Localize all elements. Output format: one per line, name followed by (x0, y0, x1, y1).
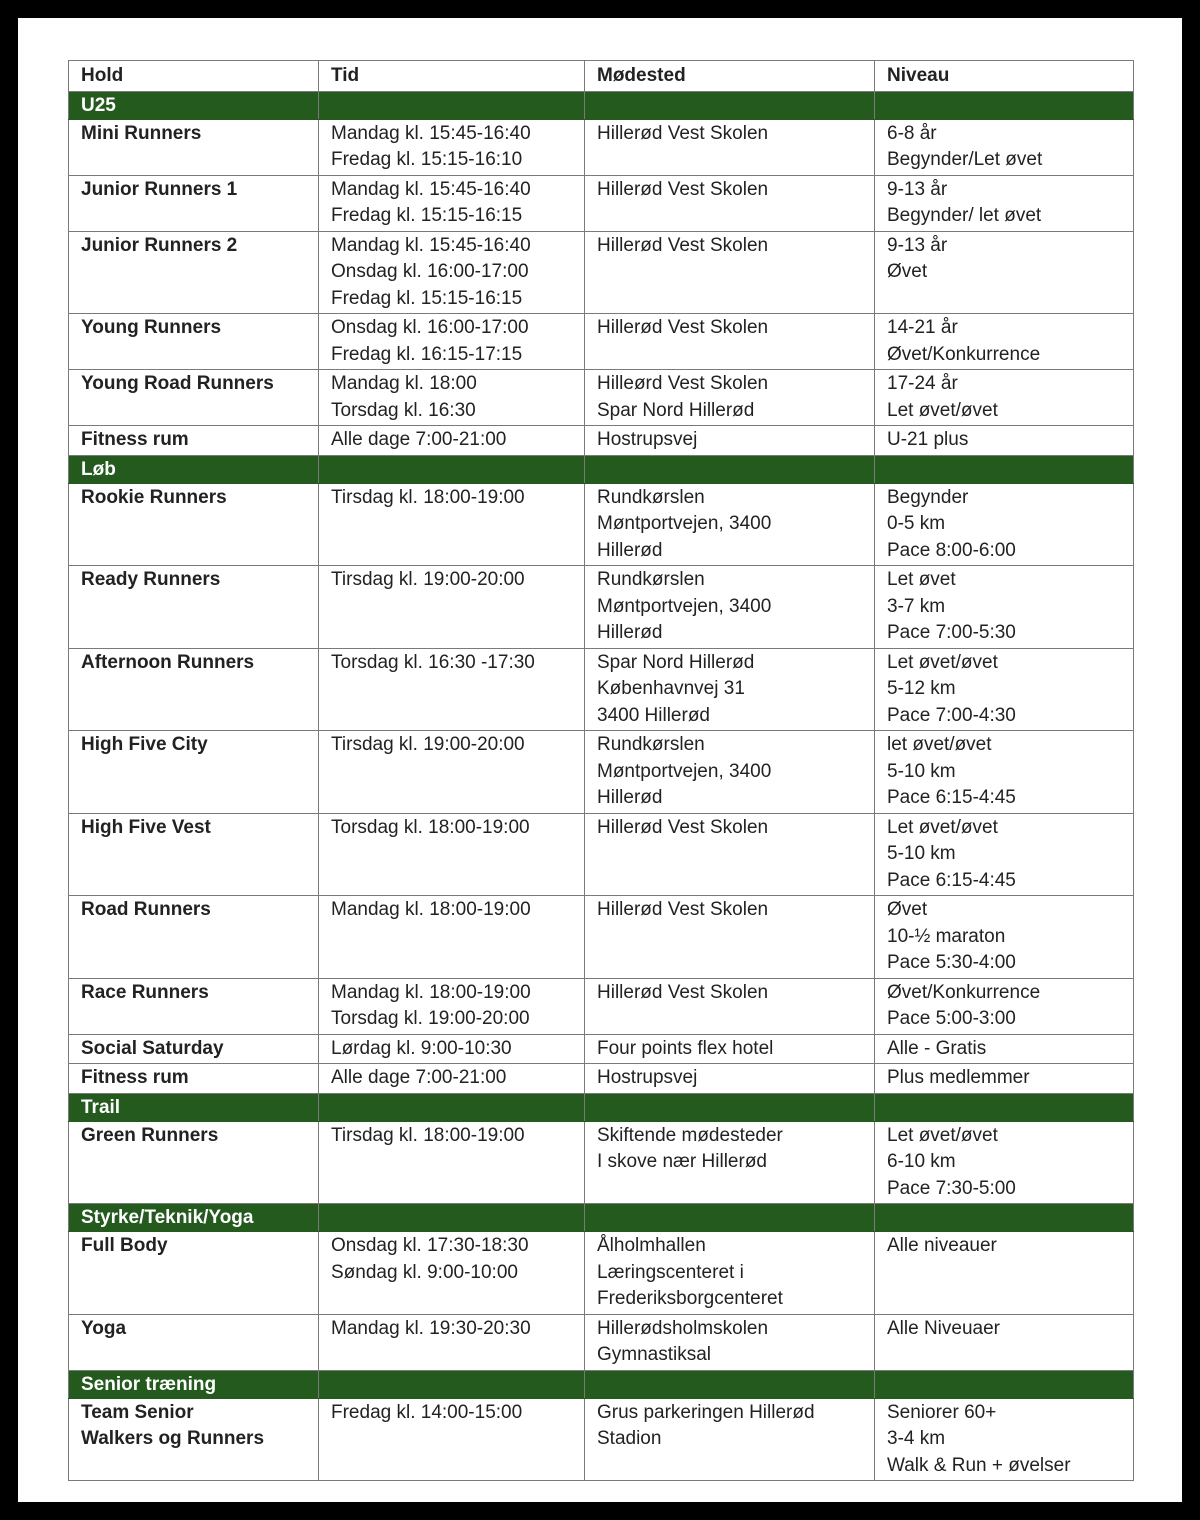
hold-line: Afternoon Runners (81, 651, 255, 673)
tid-line: Fredag kl. 15:15-16:15 (331, 205, 523, 226)
modested-cell (585, 813, 875, 896)
modested-line: Møntportvejen, 3400 (597, 760, 772, 782)
niveau-line: Pace 7:00-4:30 (887, 704, 1016, 726)
modested-line: Hillerød (597, 539, 663, 561)
niveau-line: 9-13 år (887, 234, 948, 256)
hold-cell (69, 175, 319, 231)
section-fill-cell (319, 455, 585, 483)
modested-line: Frederiksborgcenteret (597, 1288, 783, 1309)
tid-cell (319, 1034, 585, 1064)
niveau-line: 6-10 km (887, 1151, 956, 1172)
section-fill-cell (875, 1093, 1134, 1121)
tid-line: Tirsdag kl. 19:00-20:00 (331, 569, 525, 590)
modested-cell (585, 370, 875, 426)
tid-line: Torsdag kl. 19:00-20:00 (331, 1008, 530, 1029)
section-header-row (69, 1204, 1134, 1232)
niveau-line: 5-10 km (887, 760, 956, 782)
modested-line: Gymnastiksal (597, 1344, 712, 1365)
niveau-line: 5-12 km (887, 678, 956, 699)
niveau-cell (875, 119, 1134, 175)
section-fill-cell (585, 455, 875, 483)
hold-cell (69, 648, 319, 731)
tid-line: Mandag kl. 19:30-20:30 (331, 1317, 531, 1339)
niveau-cell (875, 370, 1134, 426)
modested-cell (585, 1121, 875, 1204)
modested-line: Hillerød Vest Skolen (597, 122, 769, 144)
table-row (69, 1064, 1134, 1094)
tid-line: Mandag kl. 15:45-16:40 (331, 122, 531, 144)
hold-cell (69, 1232, 319, 1315)
modested-line: Rundkørslen (597, 569, 705, 590)
schedule-body (69, 91, 1134, 1481)
niveau-line: Pace 6:15-4:45 (887, 787, 1016, 808)
hold-cell (69, 731, 319, 814)
section-title: U25 (69, 91, 319, 119)
hold-line: Walkers og Runners (81, 1428, 265, 1449)
table-row (69, 813, 1134, 896)
section-header-row (69, 91, 1134, 119)
tid-line: Mandag kl. 15:45-16:40 (331, 234, 531, 256)
tid-cell (319, 370, 585, 426)
niveau-cell (875, 731, 1134, 814)
tid-cell (319, 1398, 585, 1481)
hold-line: High Five Vest (81, 816, 211, 838)
hold-line: Green Runners (81, 1124, 219, 1146)
hold-line: Road Runners (81, 899, 211, 920)
table-row (69, 731, 1134, 814)
hold-cell (69, 896, 319, 979)
modested-cell (585, 731, 875, 814)
tid-line: Mandag kl. 18:00-19:00 (331, 981, 531, 1003)
hold-cell (69, 1034, 319, 1064)
modested-line: Spar Nord Hillerød (597, 651, 755, 673)
section-title: Løb (69, 455, 319, 483)
modested-line: Spar Nord Hillerød (597, 399, 755, 421)
hold-cell (69, 1064, 319, 1094)
modested-line: Hostrupsvej (597, 429, 698, 450)
modested-line: Hillerødsholmskolen (597, 1317, 769, 1339)
tid-line: Alle dage 7:00-21:00 (331, 429, 507, 450)
schedule-table (68, 60, 1134, 1481)
table-row (69, 483, 1134, 566)
hold-cell (69, 978, 319, 1034)
modested-line: Hilleørd Vest Skolen (597, 373, 769, 394)
niveau-cell (875, 1314, 1134, 1370)
section-fill-cell (319, 1370, 585, 1398)
table-row (69, 1398, 1134, 1481)
hold-cell (69, 119, 319, 175)
niveau-line: 3-7 km (887, 595, 946, 617)
table-row (69, 1034, 1134, 1064)
modested-cell (585, 175, 875, 231)
header-modested: Mødested (585, 61, 875, 92)
tid-cell (319, 1314, 585, 1370)
niveau-cell (875, 1232, 1134, 1315)
tid-cell (319, 978, 585, 1034)
modested-line: Hillerød Vest Skolen (597, 178, 769, 200)
section-title: Trail (69, 1093, 319, 1121)
modested-cell (585, 314, 875, 370)
hold-cell (69, 566, 319, 649)
modested-line: Skiftende mødesteder (597, 1124, 783, 1146)
tid-line: Mandag kl. 18:00 (331, 373, 477, 394)
section-fill-cell (319, 91, 585, 119)
tid-line: Fredag kl. 15:15-16:15 (331, 287, 523, 309)
niveau-line: Pace 8:00-6:00 (887, 539, 1016, 561)
hold-line: Full Body (81, 1235, 168, 1256)
section-fill-cell (875, 455, 1134, 483)
niveau-line: Øvet/Konkurrence (887, 981, 1041, 1003)
niveau-line: Begynder/ let øvet (887, 205, 1042, 226)
hold-line: Mini Runners (81, 122, 202, 144)
tid-cell (319, 426, 585, 456)
niveau-line: 14-21 år (887, 317, 958, 338)
section-fill-cell (319, 1204, 585, 1232)
hold-line: Junior Runners 2 (81, 234, 238, 256)
section-fill-cell (875, 1204, 1134, 1232)
niveau-cell (875, 566, 1134, 649)
section-fill-cell (585, 1370, 875, 1398)
tid-line: Onsdag kl. 17:30-18:30 (331, 1235, 529, 1256)
modested-cell (585, 1398, 875, 1481)
modested-cell (585, 648, 875, 731)
modested-line: Hillerød Vest Skolen (597, 317, 769, 338)
tid-line: Mandag kl. 18:00-19:00 (331, 899, 531, 920)
hold-cell (69, 426, 319, 456)
hold-cell (69, 231, 319, 314)
hold-line: Junior Runners 1 (81, 178, 238, 200)
niveau-cell (875, 1034, 1134, 1064)
modested-line: Møntportvejen, 3400 (597, 513, 772, 534)
tid-line: Torsdag kl. 16:30 (331, 399, 476, 421)
tid-line: Onsdag kl. 16:00-17:00 (331, 317, 529, 338)
modested-line: Rundkørslen (597, 734, 705, 755)
table-row (69, 370, 1134, 426)
tid-line: Tirsdag kl. 19:00-20:00 (331, 734, 525, 755)
tid-cell (319, 1232, 585, 1315)
modested-cell (585, 566, 875, 649)
tid-cell (319, 119, 585, 175)
table-row (69, 426, 1134, 456)
modested-line: Rundkørslen (597, 486, 705, 508)
modested-cell (585, 1034, 875, 1064)
modested-line: Grus parkeringen Hillerød (597, 1401, 815, 1423)
niveau-line: Begynder/Let øvet (887, 149, 1043, 170)
niveau-line: Let øvet (887, 569, 956, 590)
modested-cell (585, 483, 875, 566)
niveau-cell (875, 978, 1134, 1034)
table-row (69, 119, 1134, 175)
section-header-row (69, 455, 1134, 483)
tid-line: Alle dage 7:00-21:00 (331, 1067, 507, 1088)
hold-line: High Five City (81, 734, 208, 755)
hold-line: Social Saturday (81, 1037, 224, 1059)
modested-cell (585, 978, 875, 1034)
hold-line: Young Road Runners (81, 373, 274, 394)
table-row (69, 175, 1134, 231)
niveau-line: let øvet/øvet (887, 734, 992, 755)
section-title: Styrke/Teknik/Yoga (69, 1204, 319, 1232)
tid-cell (319, 175, 585, 231)
table-row (69, 978, 1134, 1034)
tid-cell (319, 483, 585, 566)
modested-line: Four points flex hotel (597, 1037, 774, 1059)
niveau-cell (875, 426, 1134, 456)
section-fill-cell (875, 91, 1134, 119)
hold-cell (69, 370, 319, 426)
table-row (69, 648, 1134, 731)
niveau-cell (875, 483, 1134, 566)
niveau-line: Alle Niveuaer (887, 1317, 1000, 1339)
tid-line: Onsdag kl. 16:00-17:00 (331, 261, 529, 282)
tid-line: Tirsdag kl. 18:00-19:00 (331, 1124, 525, 1146)
tid-line: Fredag kl. 16:15-17:15 (331, 343, 523, 365)
niveau-line: 6-8 år (887, 122, 937, 144)
header-row (69, 61, 1134, 92)
hold-line: Ready Runners (81, 569, 221, 590)
niveau-line: Let øvet/øvet (887, 1124, 998, 1146)
niveau-cell (875, 1398, 1134, 1481)
niveau-cell (875, 1064, 1134, 1094)
header-niveau: Niveau (875, 61, 1134, 92)
tid-line: Tirsdag kl. 18:00-19:00 (331, 486, 525, 508)
niveau-line: Seniorer 60+ (887, 1401, 997, 1423)
tid-cell (319, 231, 585, 314)
tid-line: Torsdag kl. 18:00-19:00 (331, 816, 530, 838)
modested-line: Hillerød (597, 787, 663, 808)
hold-line: Yoga (81, 1317, 127, 1339)
table-row (69, 896, 1134, 979)
niveau-line: Øvet/Konkurrence (887, 343, 1041, 365)
section-header-row (69, 1370, 1134, 1398)
tid-line: Søndag kl. 9:00-10:00 (331, 1261, 518, 1283)
section-fill-cell (585, 1204, 875, 1232)
header-tid: Tid (319, 61, 585, 92)
table-row (69, 231, 1134, 314)
modested-cell (585, 119, 875, 175)
niveau-line: Alle - Gratis (887, 1037, 987, 1059)
tid-cell (319, 314, 585, 370)
niveau-line: 17-24 år (887, 373, 958, 394)
niveau-line: Pace 7:00-5:30 (887, 622, 1016, 643)
table-row (69, 566, 1134, 649)
table-row (69, 314, 1134, 370)
niveau-line: Alle niveauer (887, 1235, 997, 1256)
niveau-line: 10-½ maraton (887, 925, 1006, 947)
tid-line: Fredag kl. 14:00-15:00 (331, 1401, 523, 1423)
niveau-cell (875, 648, 1134, 731)
modested-cell (585, 1314, 875, 1370)
table-row (69, 1314, 1134, 1370)
document-page (18, 18, 1182, 1502)
modested-line: Hillerød Vest Skolen (597, 234, 769, 256)
table-row (69, 1232, 1134, 1315)
section-title: Senior træning (69, 1370, 319, 1398)
niveau-cell (875, 896, 1134, 979)
tid-cell (319, 813, 585, 896)
modested-line: Hillerød Vest Skolen (597, 816, 769, 838)
niveau-line: U-21 plus (887, 429, 969, 450)
modested-line: 3400 Hillerød (597, 704, 710, 726)
tid-line: Fredag kl. 15:15-16:10 (331, 149, 523, 170)
niveau-line: 9-13 år (887, 178, 948, 200)
niveau-line: Let øvet/øvet (887, 816, 998, 838)
niveau-line: Walk & Run + øvelser (887, 1454, 1071, 1476)
tid-cell (319, 731, 585, 814)
tid-line: Lørdag kl. 9:00-10:30 (331, 1037, 512, 1059)
hold-cell (69, 483, 319, 566)
hold-line: Fitness rum (81, 429, 189, 450)
niveau-cell (875, 314, 1134, 370)
hold-cell (69, 314, 319, 370)
niveau-line: Plus medlemmer (887, 1067, 1030, 1088)
tid-cell (319, 1064, 585, 1094)
niveau-line: Øvet (887, 899, 928, 920)
hold-line: Young Runners (81, 317, 222, 338)
section-fill-cell (585, 1093, 875, 1121)
modested-line: Hillerød (597, 622, 663, 643)
hold-line: Fitness rum (81, 1067, 189, 1088)
header-hold: Hold (69, 61, 319, 92)
niveau-line: Pace 6:15-4:45 (887, 869, 1016, 891)
niveau-cell (875, 1121, 1134, 1204)
niveau-cell (875, 231, 1134, 314)
tid-cell (319, 566, 585, 649)
hold-line: Rookie Runners (81, 486, 227, 508)
section-fill-cell (875, 1370, 1134, 1398)
niveau-line: Begynder (887, 486, 969, 508)
hold-line: Team Senior (81, 1401, 194, 1423)
niveau-line: Pace 7:30-5:00 (887, 1177, 1016, 1199)
modested-cell (585, 1064, 875, 1094)
niveau-line: 5-10 km (887, 843, 956, 864)
tid-cell (319, 896, 585, 979)
hold-cell (69, 1398, 319, 1481)
modested-line: Hillerød Vest Skolen (597, 981, 769, 1003)
niveau-cell (875, 175, 1134, 231)
modested-line: Hostrupsvej (597, 1067, 698, 1088)
section-header-row (69, 1093, 1134, 1121)
modested-cell (585, 1232, 875, 1315)
niveau-line: Pace 5:00-3:00 (887, 1008, 1016, 1029)
modested-line: Stadion (597, 1428, 662, 1449)
modested-cell (585, 426, 875, 456)
hold-cell (69, 1121, 319, 1204)
niveau-line: Let øvet/øvet (887, 399, 998, 421)
tid-line: Torsdag kl. 16:30 -17:30 (331, 651, 535, 673)
niveau-line: Pace 5:30-4:00 (887, 952, 1016, 973)
hold-cell (69, 1314, 319, 1370)
niveau-line: 3-4 km (887, 1428, 946, 1449)
modested-line: Møntportvejen, 3400 (597, 595, 772, 617)
niveau-line: Øvet (887, 261, 928, 282)
modested-line: Københavnvej 31 (597, 678, 745, 699)
section-fill-cell (585, 91, 875, 119)
niveau-line: Let øvet/øvet (887, 651, 998, 673)
modested-line: Hillerød Vest Skolen (597, 899, 769, 920)
modested-line: Ålholmhallen (597, 1235, 706, 1256)
tid-cell (319, 648, 585, 731)
table-row (69, 1121, 1134, 1204)
hold-line: Race Runners (81, 981, 209, 1003)
hold-cell (69, 813, 319, 896)
modested-cell (585, 231, 875, 314)
modested-cell (585, 896, 875, 979)
modested-line: Læringscenteret i (597, 1261, 744, 1283)
niveau-cell (875, 813, 1134, 896)
niveau-line: 0-5 km (887, 513, 946, 534)
section-fill-cell (319, 1093, 585, 1121)
tid-cell (319, 1121, 585, 1204)
tid-line: Mandag kl. 15:45-16:40 (331, 178, 531, 200)
modested-line: I skove nær Hillerød (597, 1151, 767, 1172)
